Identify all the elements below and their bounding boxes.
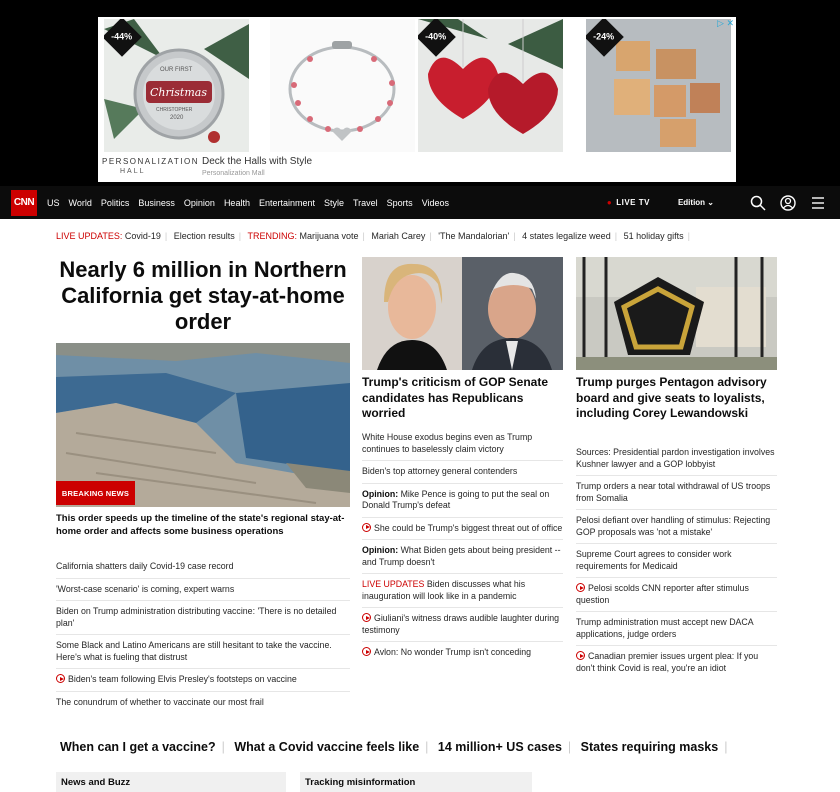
list-item[interactable]: Trump orders a near total withdrawal of US troops from Somalia <box>576 476 777 510</box>
discount-badge: -24% <box>586 19 624 57</box>
trending-label: TRENDING: <box>247 231 297 241</box>
ad-brand-name: PERSONALIZATION <box>102 157 200 166</box>
covid-link-vaccine[interactable]: When can I get a vaccine? <box>60 740 216 754</box>
cnn-logo[interactable]: CNN <box>11 190 37 216</box>
search-icon[interactable] <box>750 195 766 211</box>
nav-link-us[interactable]: US <box>47 197 60 208</box>
covid-link-cases[interactable]: 14 million+ US cases <box>437 740 562 754</box>
nav-link-health[interactable]: Health <box>223 197 250 208</box>
trending-bar: LIVE UPDATES: Covid-19 | Election results | TRENDING: Marijuana vote | Mariah Carey | 'The Mandalorian' | 4 states legalize weed | 51 holiday gifts | <box>56 231 690 241</box>
list-item[interactable]: 'Worst-case scenario' is coming, expert warns <box>56 579 350 602</box>
right-lead-image[interactable] <box>576 257 777 370</box>
ad-brand-suffix: HALL <box>120 168 146 175</box>
middle-lead-image[interactable] <box>362 257 563 370</box>
nav-link-opinion[interactable]: Opinion <box>183 197 215 208</box>
list-item[interactable]: California shatters daily Covid-19 case record <box>56 556 350 579</box>
list-item[interactable]: Pelosi scolds CNN reporter after stimulus question <box>576 578 777 612</box>
list-item[interactable]: Supreme Court agrees to consider work requirements for Medicaid <box>576 544 777 578</box>
menu-icon[interactable] <box>810 195 826 211</box>
nav-right <box>607 186 826 219</box>
video-play-icon <box>362 613 371 622</box>
list-item[interactable]: Opinion: What Biden gets about being president -- and Trump doesn't <box>362 540 563 574</box>
list-item[interactable]: Giuliani's witness draws audible laughter during testimony <box>362 608 563 642</box>
trend-link-1[interactable]: Marijuana vote <box>299 231 359 241</box>
nav-link-entertainment[interactable]: Entertainment <box>258 197 315 208</box>
edition-label: Edition <box>677 198 706 207</box>
trend-link-3[interactable]: 'The Mandalorian' <box>438 231 510 241</box>
list-item[interactable]: White House exodus begins even as Trump continues to baselessly claim victory <box>362 427 563 461</box>
middle-story-list <box>362 427 563 664</box>
trend-link-election[interactable]: Election results <box>173 231 235 241</box>
right-headline[interactable]: Trump purges Pentagon advisory board and give seats to loyalists, including Corey Lewandowski <box>576 375 767 420</box>
covid-link-masks[interactable]: States requiring masks <box>580 740 719 754</box>
account-icon[interactable] <box>780 195 796 211</box>
nav-link-videos[interactable]: Videos <box>421 197 450 208</box>
list-item[interactable]: Some Black and Latino Americans are still hesitant to take the vaccine. Here's what is fueling that distrust <box>56 635 350 669</box>
breaking-news-badge[interactable]: BREAKING NEWS <box>56 481 135 505</box>
list-item[interactable]: Trump administration must accept new DACA applications, judge orders <box>576 612 777 646</box>
ad-photo-tile[interactable] <box>586 19 731 152</box>
edition-selector[interactable] <box>678 198 714 207</box>
middle-headline[interactable]: Trump's criticism of GOP Senate candidates has Republicans worried <box>362 375 549 420</box>
list-item[interactable]: LIVE UPDATES Biden discusses what his inauguration will look like in a pandemic <box>362 574 563 608</box>
list-item[interactable]: Biden's top attorney general contenders <box>362 461 563 484</box>
video-play-icon <box>56 674 65 683</box>
live-dot-icon: ● <box>606 198 613 207</box>
bracelet-image <box>270 19 415 152</box>
live-tv-label: LIVE TV <box>616 198 650 207</box>
section-header-misinformation[interactable]: Tracking misinformation <box>300 772 532 792</box>
lead-subheadline[interactable]: This order speeds up the timeline of the state's regional stay-at-home order and affects some business operations <box>56 513 345 537</box>
ornament-text-3: CHRISTOPHER <box>156 107 193 113</box>
nav-link-world[interactable]: World <box>68 197 92 208</box>
covid-link-feels[interactable]: What a Covid vaccine feels like <box>234 740 420 754</box>
ad-choices-icon[interactable]: ▷ ✕ <box>717 18 734 28</box>
live-tv-link[interactable] <box>607 198 650 207</box>
lead-headline[interactable]: Nearly 6 million in Northern California get stay-at-home order <box>59 257 347 334</box>
chevron-down-icon: ⌄ <box>707 198 714 207</box>
list-item[interactable]: The conundrum of whether to vaccinate our most frail <box>56 696 264 707</box>
covid-links-bar: When can I get a vaccine? | What a Covid vaccine feels like | 14 million+ US cases | States requiring masks | <box>60 740 728 754</box>
trend-link-5[interactable]: 51 holiday gifts <box>623 231 684 241</box>
nav-link-travel[interactable]: Travel <box>353 197 378 208</box>
nav-links <box>47 198 458 208</box>
main-nav <box>0 186 840 219</box>
nav-link-politics[interactable]: Politics <box>100 197 130 208</box>
list-item[interactable]: Biden's team following Elvis Presley's footsteps on vaccine <box>56 669 350 692</box>
nav-link-style[interactable]: Style <box>323 197 344 208</box>
pentagon-sign-photo <box>576 257 777 370</box>
video-play-icon <box>362 647 371 656</box>
trend-link-2[interactable]: Mariah Carey <box>371 231 426 241</box>
ornament-text-4: 2020 <box>170 115 184 121</box>
lead-story-list <box>56 556 350 713</box>
section-header-news-buzz[interactable]: News and Buzz <box>56 772 286 792</box>
video-play-icon <box>576 651 585 660</box>
discount-badge: -40% <box>418 19 456 57</box>
live-updates-label: LIVE UPDATES: <box>56 231 123 241</box>
list-item[interactable]: Opinion: Mike Pence is going to put the seal on Donald Trump's defeat <box>362 484 563 518</box>
list-item[interactable]: Pelosi defiant over handling of stimulus: Rejecting GOP proposals was 'not a mistake' <box>576 510 777 544</box>
ad-band <box>0 0 840 186</box>
trend-link-4[interactable]: 4 states legalize weed <box>522 231 611 241</box>
politicians-photo <box>362 257 563 370</box>
video-play-icon <box>362 523 371 532</box>
ornament-text-1: OUR FIRST <box>160 67 193 73</box>
ornament-text-2: Christmas <box>150 86 207 99</box>
ad-bracelet-tile[interactable] <box>270 19 415 152</box>
list-item[interactable]: Canadian premier issues urgent plea: If you don't think Covid is real, you're an idiot <box>576 651 759 673</box>
ad-headline[interactable]: Deck the Halls with Style <box>202 156 313 167</box>
trend-link-covid[interactable]: Covid-19 <box>124 231 161 241</box>
list-item[interactable]: Avlon: No wonder Trump isn't conceding <box>362 642 563 664</box>
discount-badge: -44% <box>104 19 142 57</box>
right-story-list <box>576 442 777 679</box>
nav-link-business[interactable]: Business <box>138 197 175 208</box>
list-item[interactable]: Biden on Trump administration distributing vaccine: 'There is no detailed plan' <box>56 601 350 635</box>
nav-link-sports[interactable]: Sports <box>386 197 413 208</box>
list-item[interactable]: She could be Trump's biggest threat out of office <box>362 518 563 541</box>
ad-hearts-tile[interactable] <box>418 19 563 152</box>
ad-advertiser: Personalization Mall <box>202 170 265 177</box>
advertisement[interactable] <box>98 17 736 182</box>
list-item[interactable]: Sources: Presidential pardon investigation involves Kushner lawyer and a GOP lobbyist <box>576 442 777 476</box>
video-play-icon <box>576 583 585 592</box>
ad-ornament-tile[interactable] <box>104 19 249 152</box>
